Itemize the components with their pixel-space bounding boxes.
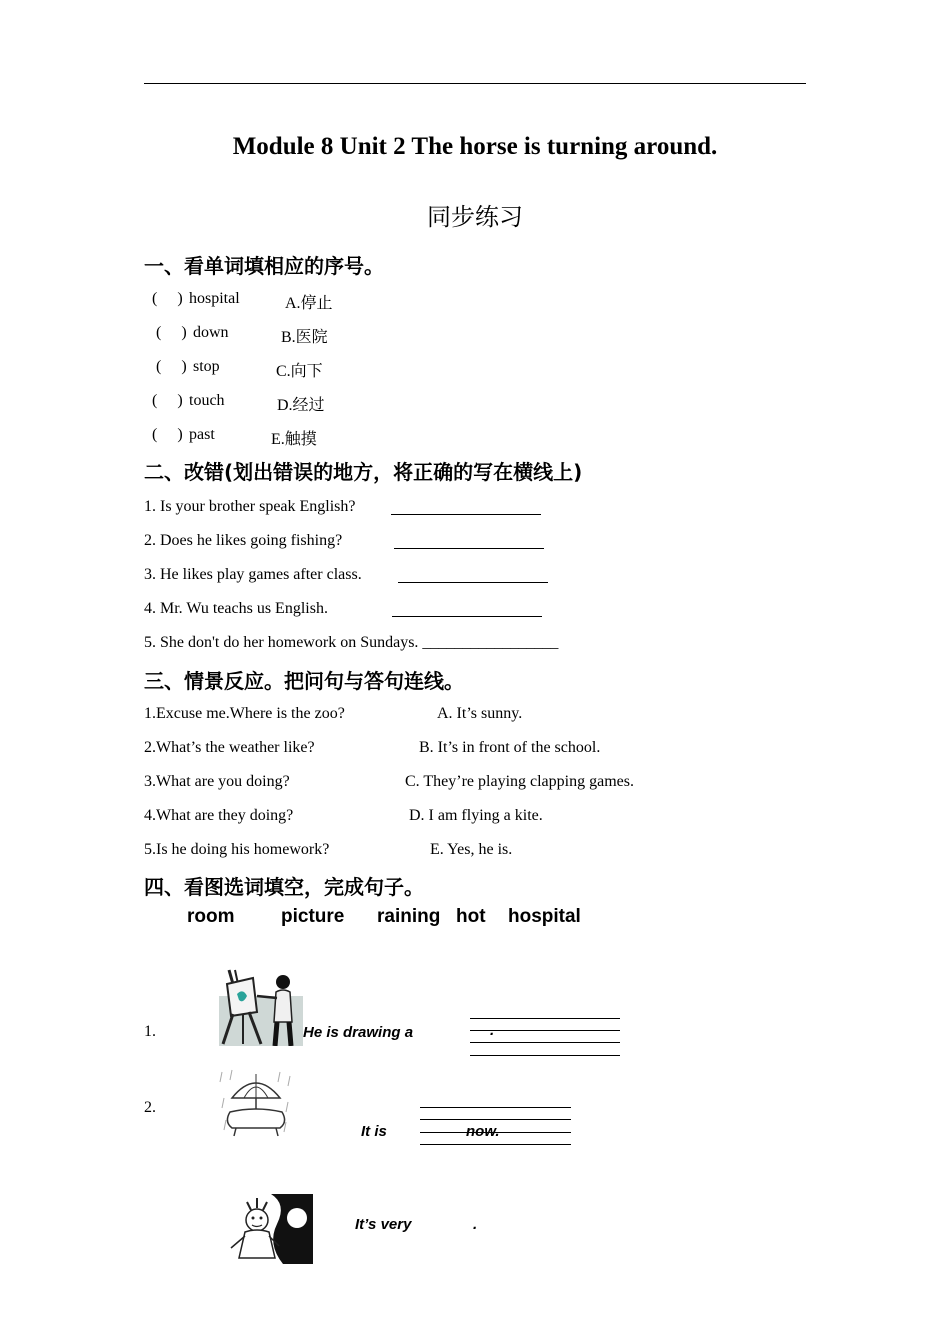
page-title: Module 8 Unit 2 The horse is turning around.	[232, 133, 718, 160]
correction-sentence: 2. Does he likes going fishing?	[144, 532, 343, 549]
answer-line[interactable]	[470, 1018, 620, 1019]
answer-line[interactable]	[420, 1144, 571, 1145]
vocab-word: past	[189, 426, 215, 443]
rainy-umbrella-illustration	[218, 1068, 294, 1138]
vocab-word: hospital	[189, 290, 240, 307]
sentence-text: He is drawing a	[303, 1024, 414, 1041]
paren-blank: ( )	[156, 324, 187, 341]
sentence-end: .	[473, 1216, 478, 1233]
vocab-option: A.停止	[285, 295, 333, 312]
match-answer: A. It’s sunny.	[437, 705, 523, 722]
answer-blank[interactable]	[394, 548, 544, 549]
section3-heading: 三、情景反应。把问句与答句连线。	[144, 669, 464, 693]
word-bank-item: hot	[456, 906, 486, 927]
match-question: 2.What’s the weather like?	[144, 739, 315, 756]
answer-line[interactable]	[470, 1055, 620, 1056]
vocab-option: E.触摸	[271, 431, 317, 448]
answer-line[interactable]	[420, 1119, 571, 1120]
section1-heading: 一、看单词填相应的序号。	[144, 254, 384, 278]
hot-sun-illustration	[227, 1194, 313, 1264]
vocab-option: B.医院	[281, 329, 328, 346]
header-rule	[144, 83, 806, 84]
match-question: 4.What are they doing?	[144, 807, 294, 824]
vocab-option: D.经过	[277, 397, 325, 414]
page-subtitle: 同步练习	[427, 203, 523, 231]
vocab-option: C.向下	[276, 363, 323, 380]
match-question: 5.Is he doing his homework?	[144, 841, 330, 858]
word-bank-item: raining	[377, 906, 441, 927]
paren-blank: ( )	[152, 426, 183, 443]
match-answer: C. They’re playing clapping games.	[405, 773, 634, 790]
sentence-text: It’s very	[355, 1216, 412, 1233]
answer-blank[interactable]	[391, 514, 541, 515]
painter-illustration	[219, 968, 303, 1046]
match-question: 3.What are you doing?	[144, 773, 290, 790]
match-answer: E. Yes, he is.	[430, 841, 513, 858]
match-answer: D. I am flying a kite.	[409, 807, 543, 824]
correction-sentence: 1. Is your brother speak English?	[144, 498, 356, 515]
sentence-text: It is	[361, 1123, 387, 1140]
word-bank-item: hospital	[508, 906, 581, 927]
section4-heading: 四、看图选词填空，完成句子。	[144, 875, 424, 899]
word-bank-item: room	[187, 906, 235, 927]
question-number: 1.	[144, 1023, 156, 1040]
vocab-word: down	[193, 324, 229, 341]
match-answer: B. It’s in front of the school.	[419, 739, 601, 756]
section2-heading: 二、改错(划出错误的地方，将正确的写在横线上)	[144, 460, 583, 484]
word-bank-item: picture	[281, 906, 345, 927]
paren-blank: ( )	[156, 358, 187, 375]
vocab-word: touch	[189, 392, 225, 409]
answer-line[interactable]	[470, 1042, 620, 1043]
correction-sentence: 4. Mr. Wu teachs us English.	[144, 600, 328, 617]
sentence-end: now.	[466, 1123, 500, 1140]
vocab-word: stop	[193, 358, 220, 375]
answer-line[interactable]	[420, 1107, 571, 1108]
question-number: 2.	[144, 1099, 156, 1116]
match-question: 1.Excuse me.Where is the zoo?	[144, 705, 345, 722]
correction-sentence: 3. He likes play games after class.	[144, 566, 362, 583]
sentence-end: .	[490, 1022, 495, 1039]
paren-blank: ( )	[152, 392, 183, 409]
paren-blank: ( )	[152, 290, 183, 307]
correction-sentence: 5. She don't do her homework on Sundays. _________________	[144, 634, 559, 651]
answer-blank[interactable]	[398, 582, 548, 583]
answer-blank[interactable]	[392, 616, 542, 617]
